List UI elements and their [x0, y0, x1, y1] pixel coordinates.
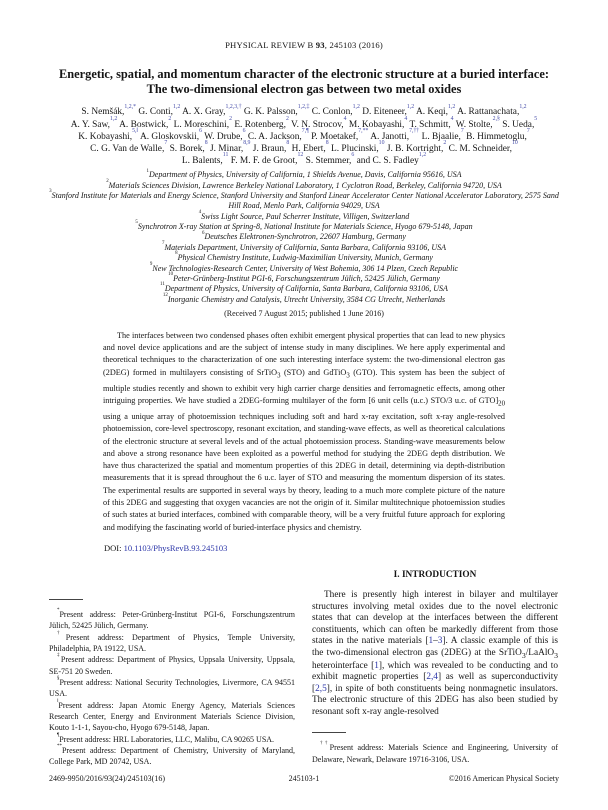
footnote: ‡Present address: Department of Physics, Uppsala University, Uppsala, SE-751 20 Sweden.	[49, 653, 295, 676]
reference-link[interactable]: 1	[428, 636, 434, 647]
affiliation: $^1$Department of Physics, University of California, 1 Shields Avenue, Davis, California 95616, USA	[146, 168, 462, 180]
footnote: ‖Present address: Japan Atomic Energy Agency, Materials Sciences Research Center, Energy and Environment Materials Science Division, Kouto 1-1-1, Sayou-cho, Hyogo 679-5148, Japan.	[49, 698, 295, 733]
footnote: ††Present address: Materials Science and Engineering, University of Delaware, Newark, Delaware 19716-3106, USA.	[312, 741, 559, 764]
received-line: (Received 7 August 2015; published 1 June 2016)	[224, 308, 384, 318]
left-column	[49, 568, 295, 768]
affiliation: $^{11}$Department of Physics, University of California, Santa Barbara, California 93106, USA	[160, 282, 448, 294]
affiliation: $^5$Synchrotron X-ray Station at Spring-8, National Institute for Materials Science, Hyogo 679-5148, Japan	[135, 220, 473, 232]
paper-title: Energetic, spatial, and momentum character of the electronic structure at a buried interface: The two-dimensional electron gas between two metal oxides	[58, 67, 549, 97]
two-column-body	[49, 568, 559, 768]
footnote: **Present address: Department of Chemistry, University of Maryland, College Park, MD 20742, USA.	[49, 744, 295, 767]
footnote: †Present address: Department of Physics, Temple University, Philadelphia, PA 19122, USA.	[49, 630, 295, 653]
doi-label: DOI:	[104, 542, 122, 553]
abstract	[103, 330, 505, 534]
footnote-rule-left	[49, 599, 83, 600]
doi-line	[104, 543, 559, 553]
intro-paragraph: There is presently high interest in bilayer and multilayer structures involving metal oxides due to the novel electronic states that can develop at the interfaces between the different constituents, which can often be markedly different from those states in the native materials [1–3]. A classic example of this is the two-dimensional electron gas (2DEG) at the SrTiO$_3$/LaAlO$_3$ heterointerface [1], which was revealed to be conducting and to exhibit magnetic properties [2,4] as well as superconductivity [2,5], in spite of both constituents being nonmagnetic insulators. The electronic structure of this 2DEG has also been studied by resonant soft x-ray angle-resolved	[312, 590, 558, 717]
footnotes-left	[49, 609, 295, 768]
author-line: K. Kobayashi,$^{5,‖}$ A. Gloskovskii,$^6$ W. Drube,$^6$ C. A. Jackson,$^{7,\P}$ P. Moetakef,$^{7,**}$ A. Janotti,$^{7,\dagger\dagger}$ L. Bjaalie,$^7$ B. Himmetoglu,$^7$	[78, 128, 530, 142]
footnote: §Present address: National Security Technologies, Livermore, CA 94551 USA.	[49, 676, 295, 699]
reference-link[interactable]: 2,4	[426, 672, 438, 683]
author-list	[49, 103, 559, 167]
reference-link[interactable]: 1	[374, 660, 379, 671]
abstract-text: The interfaces between two condensed phases often exhibit emergent physical properties that can lead to new physics and novel device applications and are the subject of intense study in many disciplines. We here apply experimental and theoretical techniques to the characterization of one such interesting interface system: the two-dimensional electron gas (2DEG) formed in multilayers consisting of SrTiO$_3$ (STO) and GdTiO$_3$ (GTO). This system has been the subject of multiple studies recently and shown to exhibit very high carrier charge densities and ferromagnetic effects, among other intriguing properties. We have studied a 2DEG-forming multilayer of the form [6 unit cells (u.c.) STO/3 u.c. of $GTO]_{20}$ using a unique array of photoemission techniques including soft and hard x-ray excitation, soft x-ray angle-resolved photoemission, core-level spectroscopy, resonant excitation, and standing-wave effects, as well as theoretical calculations of the electronic structure at several levels and of the actual photoemission process. Standing-wave measurements below and above a strong resonance have been exploited as a powerful method for studying the 2DEG depth distribution. We have thus characterized the spatial and momentum properties of this 2DEG in detail, determining via depth-distribution measurements that it is spread throughout the 6 u.c. layer of STO and measuring the momentum dispersion of its states. The experimental results are supported in several ways by theory, leading to a much more complete picture of the nature of this 2DEG and suggesting that oxygen vacancies are not the origin of it. Similar multitechnique photoemission studies of such states at buried interfaces, combined with comparable theory, will be a very fruitful future approach for exploring and modifying the fascinating world of buried-interface physics and chemistry.	[103, 330, 505, 532]
footnote: ¶Present address: HRL Laboratories, LLC, Malibu, CA 90265 USA.	[57, 732, 275, 744]
page-footer	[49, 774, 559, 783]
affiliation: $^{12}$Inorganic Chemistry and Catalysis, Utrecht University, 3584 CG Utrecht, Netherlands	[162, 292, 446, 304]
reference-link[interactable]: 2,5	[315, 683, 327, 694]
affiliation: $^8$Physical Chemistry Institute, Ludwig-Maximilian University, Munich, Germany	[175, 251, 433, 263]
footer-copyright: ©2016 American Physical Society	[448, 774, 559, 783]
affiliation: $^4$Swiss Light Source, Paul Scherrer Institute, Villigen, Switzerland	[198, 209, 410, 221]
doi-link[interactable]: 10.1103/PhysRevB.93.245103	[123, 542, 228, 553]
footer-issn: 2469-9950/2016/93(24)/245103(16)	[49, 774, 165, 783]
footnote: *Present address: Peter-Grünberg-Institut PGI-6, Forschungszentrum Jülich, 52425 Jülich, Germany.	[49, 608, 295, 631]
affiliation: $^2$Materials Sciences Division, Lawrence Berkeley National Laboratory, 1 Cyclotron Road, Berkeley, California 94720, USA	[106, 178, 502, 190]
footnote-rule-right	[312, 732, 346, 733]
affiliation-list	[49, 170, 559, 304]
author-line: A. Y. Saw,$^{1,2}$ A. Bostwick,$^2$ L. Moreschini,$^2$ E. Rotenberg,$^2$ V. N. Strocov,$^4$ M. Kobayashi,$^4$ T. Schmitt,$^4$ W. Stolte,$^{2,\S}$ S. Ueda,$^5$	[70, 115, 538, 130]
author-line: S. Nemšák,$^{1,2,*}$ G. Conti,$^{1,2}$ A. X. Gray,$^{1,2,3,\dagger}$ G. K. Palsson,$^{1,2,\ddagger}$ C. Conlon,$^{1,2}$ D. Eiteneer,$^{1,2}$ A. Keqi,$^{1,2}$ A. Rattanachata,$^{1,2}$	[81, 103, 527, 118]
reference-link[interactable]: 3	[437, 636, 443, 647]
affiliation: $^6$Deutsches Elektronen-Synchrotron, 22607 Hamburg, Germany	[202, 230, 406, 242]
affiliation: $^{10}$Peter-Grünberg-Institut PGI-6, Forschungszentrum Jülich, 52425 Jülich, Germany	[168, 271, 440, 283]
author-line: L. Balents,$^{11}$ F. M. F. de Groot,$^{12}$ S. Stemmer,$^6$ and C. S. Fadley$^{1,2}$	[181, 152, 427, 167]
journal-header: PHYSICAL REVIEW B 93, 245103 (2016)	[225, 40, 383, 50]
affiliation: $^7$Materials Department, University of California, Santa Barbara, California 93106, USA	[161, 240, 447, 252]
right-column	[312, 568, 558, 765]
affiliation: $^9$New Technologies-Research Center, University of West Bohemia, 306 14 Plzen, Czech Republic	[149, 261, 459, 273]
affiliation: $^3$Stanford Institute for Materials and Energy Science, Stanford University and Stanford Linear Accelerator Center National Accelerator Laboratory, 2575 Sand Hill Road, Menlo Park, California 94029, USA	[49, 189, 559, 211]
section-heading-introduction: I. INTRODUCTION	[393, 569, 477, 580]
footer-page-number: 245103-1	[288, 774, 320, 783]
footnotes-right	[312, 742, 558, 765]
author-line: C. G. Van de Walle,$^7$ S. Borek,$^8$ J. Minar,$^{8,9}$ J. Braun,$^8$ H. Ebert,$^8$ L. Plucinski,$^{10}$ J. B. Kortright,$^2$ C. M. Schneider,$^{10}$	[90, 140, 518, 155]
